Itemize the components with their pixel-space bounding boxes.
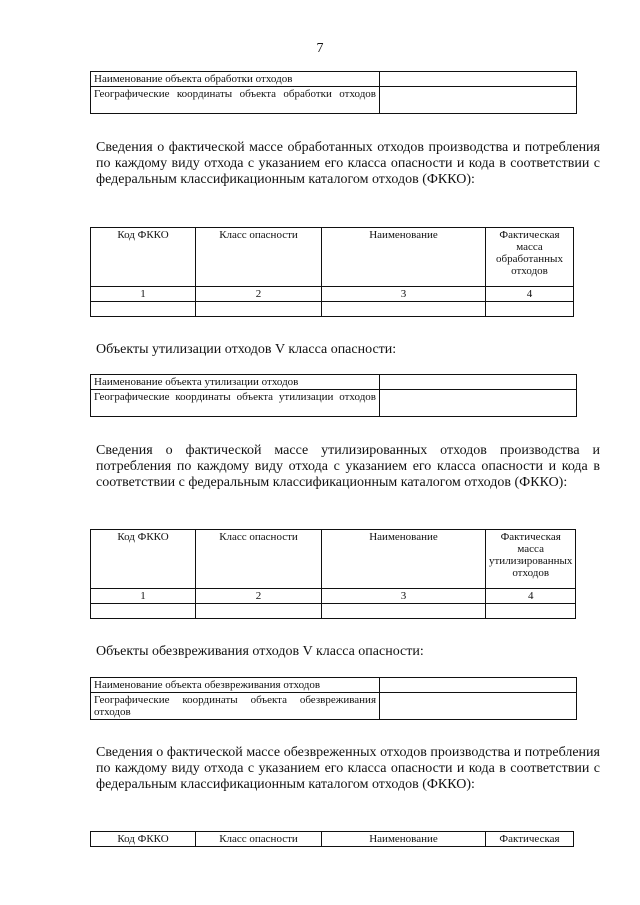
table-row <box>91 678 577 693</box>
table-row <box>91 87 577 114</box>
table-header-row <box>91 228 574 287</box>
header-actual-mass: Фактическая масса утилизированных отходов <box>486 530 576 589</box>
table-row <box>91 72 577 87</box>
neutralization-object-table <box>90 677 577 720</box>
table-row <box>91 375 577 390</box>
col-number-3: 3 <box>322 589 486 604</box>
header-name: Наименование <box>322 530 486 589</box>
col-number-2: 2 <box>196 287 322 302</box>
processing-object-table <box>90 71 577 114</box>
object-name-label: Наименование объекта обработки отходов <box>91 72 380 87</box>
object-coords-value <box>380 693 577 720</box>
page-number: 7 <box>316 41 324 56</box>
table-header-row <box>91 530 576 589</box>
utilized-waste-table <box>90 529 576 619</box>
table-header-row <box>91 832 574 847</box>
empty-cell <box>486 302 574 317</box>
header-fkko-code: Код ФККО <box>91 832 196 847</box>
object-name-value <box>380 72 577 87</box>
neutralized-waste-paragraph: Сведения о фактической массе обезвреженных отходов производства и потребления по каждому виду отхода с указанием его класса опасности и кода в соответствии с федеральным классификационным каталогом отходов (ФККО): <box>96 745 600 792</box>
neutralized-waste-table <box>90 831 574 847</box>
header-hazard-class: Класс опасности <box>196 530 322 589</box>
empty-cell <box>91 604 196 619</box>
object-name-label: Наименование объекта обезвреживания отходов <box>91 678 380 693</box>
empty-cell <box>486 604 576 619</box>
col-number-4: 4 <box>486 287 574 302</box>
col-number-3: 3 <box>322 287 486 302</box>
table-row <box>91 302 574 317</box>
object-coords-label: Географические координаты объекта обезвреживания отходов <box>91 693 380 720</box>
header-hazard-class: Класс опасности <box>196 228 322 287</box>
object-name-value <box>380 678 577 693</box>
table-number-row <box>91 287 574 302</box>
object-name-value <box>380 375 577 390</box>
header-name: Наименование <box>322 832 486 847</box>
header-actual-mass: Фактическая масса обработанных отходов <box>486 228 574 287</box>
col-number-1: 1 <box>91 287 196 302</box>
empty-cell <box>91 302 196 317</box>
processed-waste-paragraph: Сведения о фактической массе обработанных отходов производства и потребления по каждому виду отхода с указанием его класса опасности и кода в соответствии с федеральным классификационным каталогом отходов (ФККО): <box>96 140 600 187</box>
empty-cell <box>196 302 322 317</box>
col-number-1: 1 <box>91 589 196 604</box>
col-number-2: 2 <box>196 589 322 604</box>
header-fkko-code: Код ФККО <box>91 530 196 589</box>
table-row <box>91 604 576 619</box>
empty-cell <box>322 302 486 317</box>
object-coords-value <box>380 87 577 114</box>
empty-cell <box>196 604 322 619</box>
processed-waste-table <box>90 227 574 317</box>
utilization-object-table <box>90 374 577 417</box>
neutralization-heading: Объекты обезвреживания отходов V класса опасности: <box>96 644 424 659</box>
header-hazard-class: Класс опасности <box>196 832 322 847</box>
col-number-4: 4 <box>486 589 576 604</box>
header-name: Наименование <box>322 228 486 287</box>
object-coords-label: Географические координаты объекта обработки отходов <box>91 87 380 114</box>
utilized-waste-paragraph: Сведения о фактической массе утилизированных отходов производства и потребления по каждому виду отхода с указанием его класса опасности и кода в соответствии с федеральным классификационным каталогом отходов (ФККО): <box>96 443 600 490</box>
header-fkko-code: Код ФККО <box>91 228 196 287</box>
table-number-row <box>91 589 576 604</box>
object-coords-label: Географические координаты объекта утилизации отходов <box>91 390 380 417</box>
table-row <box>91 390 577 417</box>
header-actual-mass: Фактическая <box>486 832 574 847</box>
utilization-heading: Объекты утилизации отходов V класса опасности: <box>96 342 397 357</box>
table-row <box>91 693 577 720</box>
empty-cell <box>322 604 486 619</box>
object-coords-value <box>380 390 577 417</box>
object-name-label: Наименование объекта утилизации отходов <box>91 375 380 390</box>
